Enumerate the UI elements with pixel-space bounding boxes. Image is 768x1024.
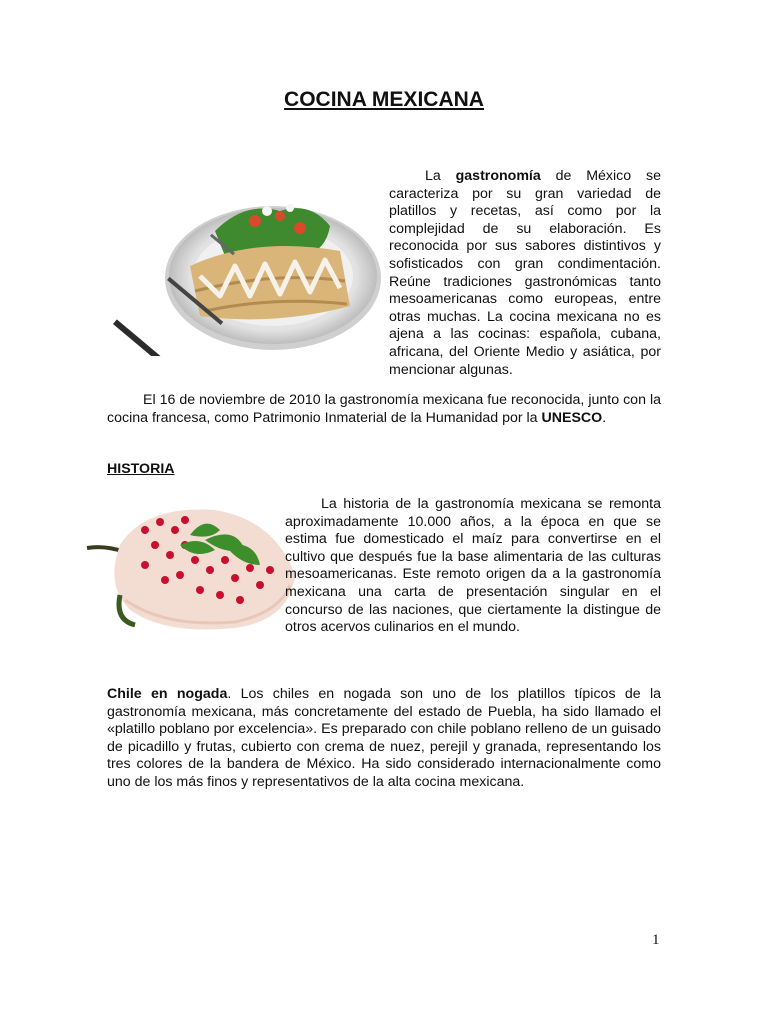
- page-title: COCINA MEXICANA: [284, 88, 484, 111]
- chile-en-nogada-image: [85, 500, 303, 640]
- unesco-bold: UNESCO: [541, 409, 603, 426]
- chile-paragraph: Chile en nogada. Los chiles en nogada son uno de los platillos típicos de la gastronomía mexicana, más concretamente del estado de Puebla, ha sido llamado el «platillo poblano por excelencia». Es preparado con chile poblano relleno de un guisado de picadillo y frutas, cubierto con crema de nuez, perejil y granada, representando los tres colores de la bandera de México. Ha sido considerado internacionalmente como uno de los más finos y representativos de la alta cocina mexicana.: [107, 686, 662, 790]
- gastronomia-bold: gastronomía: [455, 168, 541, 184]
- page-number: 1: [652, 932, 660, 948]
- intro-paragraph: La gastronomía de México se caracteriza por su gran variedad de platillos y recetas, así como por la complejidad de su elaboración. Es reconocida por sus sabores distintivos y sofisticados con gran condimentación. Reúne tradiciones gastronómicas tanto mesoamericanas como europeas, entre otras muchas. La cocina mexicana no es ajena a las cocinas: española, cubana, africana, del Oriente Medio y asiática, por mencionar algunas.: [389, 168, 661, 378]
- unesco-paragraph: El 16 de noviembre de 2010 la gastronomía mexicana fue reconocida, junto con la cocina francesa, como Patrimonio Inmaterial de la Humanidad por la UNESCO.: [107, 392, 661, 426]
- historia-paragraph: La historia de la gastronomía mexicana se remonta aproximadamente 10.000 años, a la época en que se estima fue domesticado el maíz para convertirse en el cultivo que después fue la base alimentaria de las culturas mesoamericanas. Este remoto origen da a la gastronomía mexicana una carta de presentación singular en el concurso de las naciones, que ciertamente la distingue de otros acervos culinarios en el mundo.: [285, 496, 661, 636]
- historia-heading: HISTORIA: [107, 461, 175, 477]
- enchiladas-plate-image: [105, 196, 390, 356]
- chile-en-nogada-bold: Chile en nogada: [107, 686, 228, 702]
